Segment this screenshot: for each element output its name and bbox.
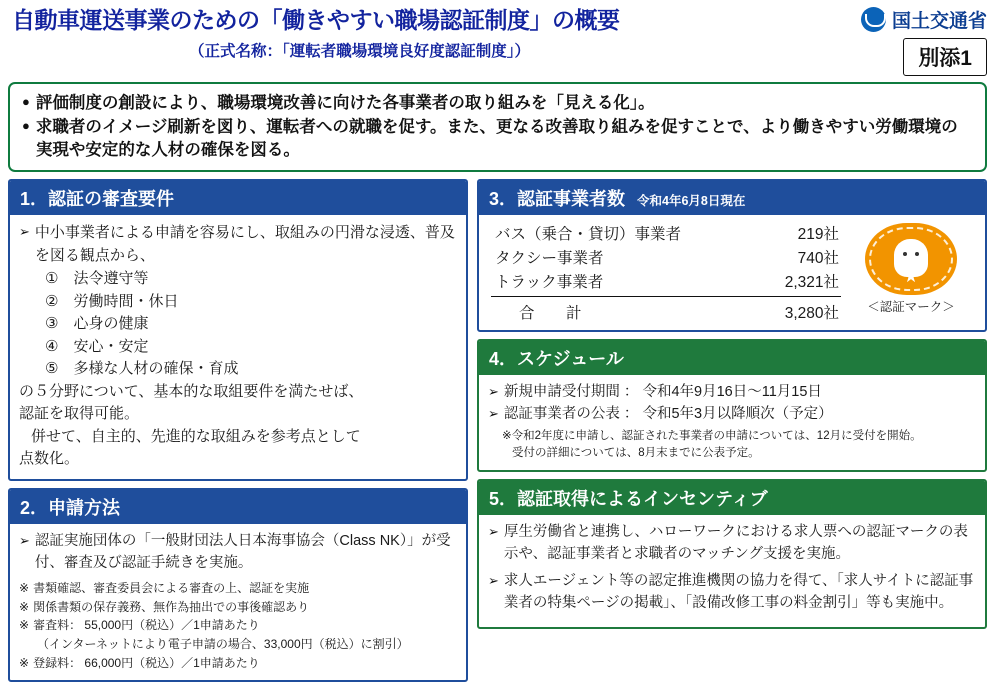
arrow-icon: ➢ [19,532,30,548]
section-2-lead [19,531,457,575]
arrow-icon: ➢ [488,524,499,540]
note-text: 関係書類の保存義務、無作為抽出での事後確認あり [33,599,310,614]
section-1-tail-1: の５分野について、基本的な取組要件を満たせば、 [19,382,364,400]
section-1-panel [8,179,468,481]
schedule-item [488,382,976,404]
criteria-item: ⑤ 多様な人材の確保・育成 [45,360,239,378]
ministry-emblem-icon [861,7,886,32]
schedule-item [488,404,976,426]
arrow-icon: ➢ [19,224,30,240]
section-2-lead-text: 認証実施団体の「一般財団法人日本海事協会（Class NK）」が受付、審査及び認証手続きを実施。 [34,532,451,571]
note-marker-icon: ※ [19,581,30,596]
section-1-title: 1．認証の審査要件 [20,189,175,210]
section-3-panel [477,179,987,332]
page-title: 自動車運送事業のための「働きやすい職場認証制度」の概要 [12,7,620,33]
right-column [477,179,987,682]
criteria-item: ④ 安心・安定 [45,337,149,355]
certification-mark-icon [865,223,957,295]
note-subtext: （インターネットにより電子申請の場合、33,000円（税込）に割引） [37,637,409,652]
arrow-icon: ➢ [488,406,499,422]
section-3-body [479,215,985,330]
row-label: トラック事業者 [495,274,604,292]
table-row [489,269,845,293]
section-3-header [479,181,985,215]
section-1-lead [19,222,457,267]
incentive-item-text: 求人エージェント等の認定推進機関の協力を得て、「求人サイトに認証事業者の特集ページの掲載」、「設備改修工事の料金割引」等も実施中。 [503,572,974,611]
note-text: 審査料： 55,000円（税込）／1申請あたり [33,618,260,633]
table-row [489,221,845,245]
table-row [489,245,845,269]
schedule-note: ※令和2年度に申請し、認証された事業者の申請については、12月に受付を開始。 [502,429,922,442]
header-titles [8,6,747,61]
summary-item [22,116,973,162]
arrow-icon: ➢ [488,384,499,400]
note-marker-icon: ※ [19,599,30,614]
section-2-notes [19,579,457,672]
incentive-item [488,522,976,566]
document-header [8,6,987,76]
schedule-item-text: 新規申請受付期間 ： 令和4年9月16日〜11月15日 [503,384,822,401]
content-columns [8,179,987,682]
ministry-name: 国土交通省 [891,11,987,32]
certification-mark [845,221,977,324]
section-5-title: 5．認証取得によるインセンティブ [489,489,768,510]
bullet-icon: ● [22,94,30,109]
section-1-tail-4: 点数化。 [19,450,80,468]
ministry-logo [861,6,987,33]
row-value: 219社 [797,226,839,244]
total-value: 3,280社 [784,305,839,323]
section-1-body [10,215,466,479]
certification-mark-caption: ＜認証マーク＞ [867,300,955,315]
summary-item-text: 求職者のイメージ刷新を図り、運転者への就職を促す。また、更なる改善取り組みを促すことで、より働きやすい労働環境の実現や安定的な人材の確保を図る。 [35,117,958,159]
criteria-item: ① 法令遵守等 [45,270,149,288]
section-2-panel [8,488,468,682]
incentive-item [488,571,976,615]
section-4-body [479,375,985,470]
schedule-item-text: 認証事業者の公表 ： 令和5年3月以降順次（予定） [503,406,833,423]
page-subtitle: （正式名称：「運転者職場環境良好度認証制度」） [188,42,530,60]
total-label: 合 計 [519,305,590,323]
row-label: タクシー事業者 [495,250,604,268]
note-item [19,616,457,635]
section-2-title: 2．申請方法 [20,497,121,518]
table-total-row [489,300,845,324]
row-value: 2,321社 [784,274,839,292]
section-1-tail-2: 認証を取得可能。 [19,405,140,423]
arrow-icon: ➢ [488,572,499,588]
certified-operators-table [489,221,845,324]
note-item [19,654,457,673]
note-item [19,579,457,598]
criteria-item: ③ 心身の健康 [45,315,149,333]
section-5-panel [477,479,987,629]
table-divider [491,296,841,297]
section-3-title: 3．認証事業者数 [489,189,626,210]
header-right [747,6,987,76]
section-1-lead-text: 中小事業者による申請を容易にし、取組みの円滑な浸透、普及を図る観点から、 [34,224,455,264]
schedule-note: 受付の詳細については、8月末までに公表予定。 [512,447,760,460]
row-value: 740社 [797,250,839,268]
attachment-badge: 別添1 [903,38,987,76]
section-1-tail-3: 併せて、自主的、先進的な取組みを参考点として [31,427,361,445]
criteria-item: ② 労働時間・休日 [45,292,179,310]
incentive-item-text: 厚生労働省と連携し、ハローワークにおける求人票への認証マークの表示や、認証事業者と求職者のマッチング支援を実施。 [503,524,968,563]
criteria-list [45,268,457,381]
section-4-panel [477,339,987,472]
summary-item [22,92,973,115]
section-4-header [479,341,985,375]
row-label: バス（乗合・貸切）事業者 [495,226,682,244]
summary-box [8,82,987,172]
section-2-header [10,490,466,524]
mark-star-icon: ★ [903,267,919,287]
note-text: 書類確認、審査委員会による審査の上、認証を実施 [33,581,310,596]
note-marker-icon: ※ [19,655,30,670]
note-item [19,598,457,617]
bullet-icon: ● [22,117,30,133]
section-5-header [479,481,985,515]
section-5-body [479,515,985,627]
note-text: 登録料： 66,000円（税込）／1申請あたり [33,655,260,670]
left-column [8,179,468,682]
section-2-body [10,524,466,680]
summary-item-text: 評価制度の創設により、職場環境改善に向けた各事業者の取り組みを「見える化」。 [35,94,655,112]
section-3-asof: 令和4年6月8日現在 [637,194,746,209]
section-4-title: 4．スケジュール [489,349,624,370]
note-marker-icon: ※ [19,618,30,633]
section-1-header [10,181,466,215]
